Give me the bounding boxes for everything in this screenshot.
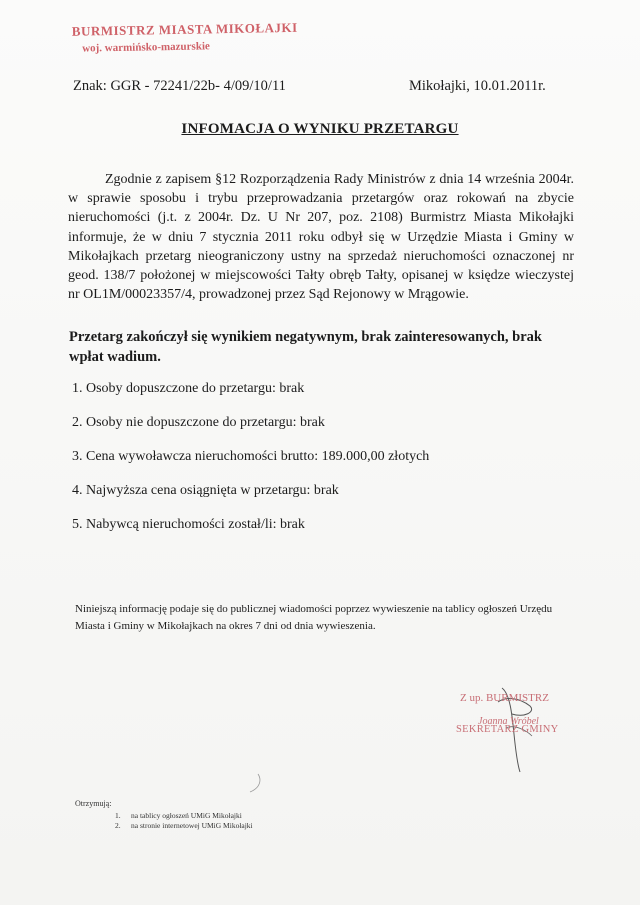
letterhead-line2: woj. warmińsko-mazurskie xyxy=(82,40,210,55)
signature-position: SEKRETARZ GMINY xyxy=(456,724,559,735)
recipient-text: na stronie internetowej UMiG Mikołajki xyxy=(131,821,253,830)
list-item xyxy=(115,811,253,821)
list-item: 5. Nabywcą nieruchomości został/li: brak xyxy=(72,517,305,532)
list-item xyxy=(115,821,253,831)
result-statement: Przetarg zakończył się wynikiem negatywnym, brak zainteresowanych, brak wpłat wadium. xyxy=(69,329,542,365)
list-item: 1. Osoby dopuszczone do przetargu: brak xyxy=(72,381,305,396)
signature-block xyxy=(440,684,580,774)
document-date: Mikołajki, 10.01.2011r. xyxy=(409,78,546,94)
reference-number: Znak: GGR - 72241/22b- 4/09/10/11 xyxy=(73,78,286,94)
list-item: 4. Najwyższa cena osiągnięta w przetargu: brak xyxy=(72,483,339,498)
signature-authority: Z up. BURMISTRZ xyxy=(460,692,549,704)
recipient-number: 2. xyxy=(115,821,121,830)
signature-name: Joanna Wróbel xyxy=(478,716,539,727)
list-item: 3. Cena wywoławcza nieruchomości brutto: 189.000,00 złotych xyxy=(72,449,430,464)
document-title: INFOMACJA O WYNIKU PRZETARGU xyxy=(181,121,459,137)
list-item: 2. Osoby nie dopuszczone do przetargu: brak xyxy=(72,415,325,430)
recipients-list xyxy=(115,811,253,831)
letterhead-stamp xyxy=(71,19,298,59)
letterhead-line1: BURMISTRZ MIASTA MIKOŁAJKI xyxy=(71,19,298,39)
body-paragraph: Zgodnie z zapisem §12 Rozporządzenia Rady Ministrów z dnia 14 września 2004r. w sprawie sposobu i trybu przeprowadzania przetargów oraz rokowań na zbycie nieruchomości (j.t. z 2004r. Dz. U Nr 207, poz. 2108) Burmistrz Miasta Mikołajki informuje, że w dniu 7 stycznia 2011 roku odbył się w Urzędzie Miasta i Gminy w Mikołajkach przetarg nieograniczony ustny na sprzedaż nieruchomości oznaczonej nr geod. 138/7 położonej w miejscowości Tałty obręb Tałty, opisanej w księdze wieczystej nr OL1M/00023357/4, prowadzonej przez Sąd Rejonowy w Mrągowie. xyxy=(68,172,574,303)
tender-details-list xyxy=(72,379,429,549)
recipient-number: 1. xyxy=(115,811,121,820)
pen-mark-icon xyxy=(236,772,266,794)
publication-notice: Niniejszą informację podaje się do publicznej wiadomości poprzez wywieszenie na tablicy ogłoszeń Urzędu Miasta i Gminy w Mikołajkach na okres 7 dni od dnia wywieszenia. xyxy=(75,603,553,632)
recipients-label: Otrzymują: xyxy=(75,799,112,808)
recipient-text: na tablicy ogłoszeń UMiG Mikołajki xyxy=(131,811,242,820)
